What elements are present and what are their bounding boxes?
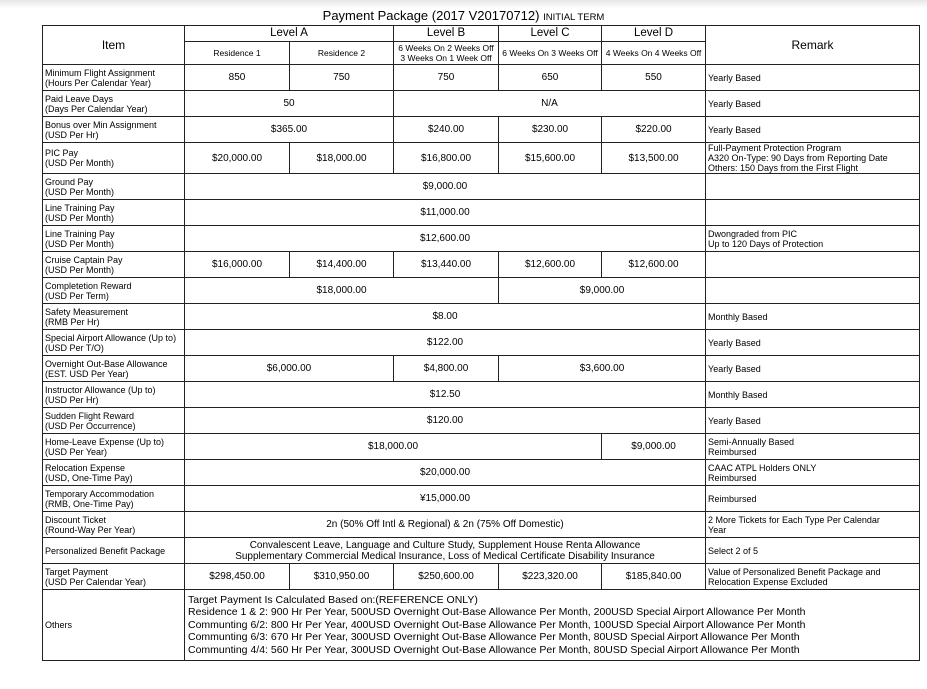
remark-cell (706, 460, 920, 486)
item-line: (EST. USD Per Year) (45, 368, 129, 379)
item-line: Sudden Flight Reward (45, 410, 135, 421)
table-row (43, 117, 920, 143)
item-line: Special Airport Allowance (Up to) (45, 332, 177, 343)
remark-line: Semi-Annually Based (708, 436, 795, 447)
value-text: 50 (283, 98, 295, 109)
value-cell (185, 117, 394, 143)
value-text: 650 (541, 72, 559, 83)
remark-cell (706, 226, 920, 252)
value-cell (185, 408, 706, 434)
top-bar (0, 0, 927, 8)
remark-cell (706, 278, 920, 304)
value-cell (290, 564, 394, 590)
value-cell (185, 564, 290, 590)
value-text: $4,800.00 (423, 363, 469, 374)
others-label: Others (43, 590, 185, 661)
row-item-label (43, 174, 185, 200)
remark-cell (706, 330, 920, 356)
item-line: Line Training Pay (45, 202, 115, 213)
item-line: PIC Pay (45, 148, 79, 158)
header-level-a: Level A (185, 26, 394, 42)
item-line: Paid Leave Days (45, 93, 114, 104)
remark-cell (706, 200, 920, 226)
table-row (43, 200, 920, 226)
value-text: 550 (645, 72, 662, 83)
row-item-label (43, 382, 185, 408)
remark-line: Select 2 of 5 (708, 545, 759, 556)
value-cell (185, 486, 706, 512)
item-line: (USD Per T/O) (45, 342, 104, 353)
row-item-label (43, 330, 185, 356)
remark-line: Reimbursed (708, 472, 757, 483)
table-row (43, 226, 920, 252)
value-text: $220.00 (635, 124, 672, 135)
value-cell (290, 65, 394, 91)
row-item-label (43, 117, 185, 143)
remark-line: 2 More Tickets for Each Type Per Calendar (708, 514, 880, 525)
value-text: $310,950.00 (313, 571, 370, 582)
header-residence-2: Residence 2 (290, 42, 394, 65)
remark-cell (706, 91, 920, 117)
item-line: Completetion Reward (45, 280, 132, 291)
item-line: (USD, One-Time Pay) (45, 472, 133, 483)
remark-line: Reimbursed (708, 493, 757, 504)
value-cell (602, 434, 706, 460)
remark-cell (706, 117, 920, 143)
value-cell (602, 143, 706, 174)
table-row (43, 382, 920, 408)
header-item: Item (43, 26, 185, 65)
others-row (43, 590, 920, 661)
row-item-label (43, 356, 185, 382)
value-cell (394, 91, 706, 117)
value-cell (185, 91, 394, 117)
value-text: $11,000.00 (420, 207, 470, 218)
value-cell (290, 252, 394, 278)
remark-cell (706, 304, 920, 330)
remark-cell (706, 408, 920, 434)
value-text: ¥15,000.00 (419, 493, 471, 504)
value-cell (602, 117, 706, 143)
value-cell (185, 252, 290, 278)
item-line: (USD Per Hr) (45, 394, 99, 405)
item-line: Relocation Expense (45, 462, 126, 473)
remark-line: Others: 150 Days from the First Flight (708, 163, 859, 173)
item-line: (USD Per Month) (45, 238, 115, 249)
item-line: Instructor Allowance (Up to) (45, 384, 156, 395)
row-item-label (43, 278, 185, 304)
item-line: Target Payment (45, 566, 109, 577)
value-cell (499, 564, 602, 590)
value-text: $230.00 (531, 124, 569, 135)
value-cell (185, 278, 499, 304)
value-text: $8.00 (432, 311, 458, 322)
item-line: Home-Leave Expense (Up to) (45, 436, 165, 447)
page-title (0, 8, 927, 23)
value-cell (185, 65, 290, 91)
row-item-label (43, 304, 185, 330)
value-cell (602, 252, 706, 278)
others-line: Communting 6/3: 670 Hr Per Year, 300USD Overnight Out-Base Allowance Per Month, 80USD Special Airport Allowance Per Month (188, 631, 800, 644)
value-cell (185, 356, 394, 382)
value-text: $365.00 (270, 124, 308, 135)
value-cell (602, 564, 706, 590)
value-text: $20,000.00 (419, 467, 471, 478)
remark-cell (706, 538, 920, 564)
value-text: $6,000.00 (266, 363, 312, 374)
header-level-d-schedule: 4 Weeks On 4 Weeks Off (602, 42, 706, 65)
item-line: Minimum Flight Assignment (45, 67, 156, 78)
remark-line: Yearly Based (708, 72, 761, 83)
row-item-label (43, 200, 185, 226)
remark-cell (706, 564, 920, 590)
value-cell (290, 143, 394, 174)
remark-cell (706, 434, 920, 460)
value-text: $9,000.00 (579, 285, 625, 296)
item-line: Ground Pay (45, 176, 94, 187)
table-row (43, 278, 920, 304)
value-cell (185, 143, 290, 174)
header-remark: Remark (706, 26, 920, 65)
value-text: N/A (541, 98, 558, 109)
table-row (43, 486, 920, 512)
others-line: Communting 4/4: 560 Hr Per Year, 300USD Overnight Out-Base Allowance Per Month, 80USD Special Airport Allowance Per Month (188, 643, 800, 656)
value-text: Convalescent Leave, Language and Culture Study, Supplement House Renta Allowance (249, 539, 641, 551)
table-row (43, 143, 920, 174)
value-cell (394, 252, 499, 278)
value-cell (394, 65, 499, 91)
others-line: Target Payment Is Calculated Based on:(REFERENCE ONLY) (188, 593, 478, 606)
value-text: $12,600.00 (524, 259, 576, 270)
value-cell (185, 226, 706, 252)
remark-line: Monthly Based (708, 389, 768, 400)
item-line: Discount Ticket (45, 514, 107, 525)
table-row (43, 330, 920, 356)
remark-line: Yearly Based (708, 124, 761, 135)
header-level-d: Level D (602, 26, 706, 42)
item-line: Cruise Captain Pay (45, 254, 123, 265)
table-row (43, 65, 920, 91)
schedule-line: 3 Weeks On 1 Week Off (400, 53, 492, 63)
value-text: $15,600.00 (524, 152, 576, 164)
item-line: (USD Per Month) (45, 186, 115, 197)
value-text: $13,500.00 (628, 152, 679, 164)
value-text: $3,600.00 (579, 363, 625, 374)
row-item-label (43, 65, 185, 91)
item-line: (USD Per Hr) (45, 129, 99, 140)
others-text (185, 590, 920, 661)
table-row (43, 564, 920, 590)
remark-line: Yearly Based (708, 98, 761, 109)
value-cell (499, 278, 706, 304)
table-row (43, 304, 920, 330)
value-cell (185, 538, 706, 564)
remark-line: Reimbursed (708, 446, 757, 457)
row-item-label (43, 91, 185, 117)
row-item-label (43, 252, 185, 278)
item-line: (Days Per Calendar Year) (45, 103, 148, 114)
remark-line: Yearly Based (708, 415, 761, 426)
payment-table (42, 25, 920, 661)
others-line: Residence 1 & 2: 900 Hr Per Year, 500USD Overnight Out-Base Allowance Per Month, 200USD Special Airport Allowance Per Month (188, 606, 806, 619)
item-line: (USD Per Month) (45, 212, 115, 223)
row-item-label (43, 564, 185, 590)
item-line: Line Training Pay (45, 228, 115, 239)
table-row (43, 538, 920, 564)
table-row (43, 408, 920, 434)
remark-cell (706, 174, 920, 200)
value-cell (499, 117, 602, 143)
remark-cell (706, 356, 920, 382)
item-line: (USD Per Year) (45, 446, 108, 457)
remark-cell (706, 382, 920, 408)
value-cell (394, 143, 499, 174)
header-level-b-schedule (394, 42, 499, 65)
row-item-label (43, 434, 185, 460)
value-text: $20,000.00 (211, 152, 263, 164)
value-text: $9,000.00 (422, 181, 468, 192)
value-text: $240.00 (427, 124, 465, 135)
table-row (43, 252, 920, 278)
value-text: $14,400.00 (316, 259, 367, 270)
header-level-c: Level C (499, 26, 602, 42)
remark-cell (706, 143, 920, 174)
item-line: (USD Per Occurrence) (45, 420, 136, 431)
value-text: $250,600.00 (418, 571, 474, 582)
remark-cell (706, 252, 920, 278)
value-text: $122.00 (426, 337, 464, 348)
table-row (43, 512, 920, 538)
table-row (43, 174, 920, 200)
item-line: (USD Per Month) (45, 158, 115, 168)
remark-line: Relocation Expense Excluded (708, 576, 828, 587)
value-text: 850 (228, 72, 246, 83)
value-text: $13,440.00 (420, 259, 472, 270)
remark-line: Yearly Based (708, 337, 761, 348)
value-text: $18,000.00 (367, 441, 419, 452)
header-level-c-schedule: 6 Weeks On 3 Weeks Off (499, 42, 602, 65)
remark-line: CAAC ATPL Holders ONLY (708, 462, 817, 473)
value-text: $16,000.00 (211, 259, 263, 270)
row-item-label (43, 538, 185, 564)
remark-line: Monthly Based (708, 311, 768, 322)
value-text: $12,600.00 (419, 233, 471, 244)
value-text: $18,000.00 (316, 152, 367, 164)
value-cell (499, 143, 602, 174)
value-text: $12,600.00 (628, 259, 679, 270)
value-text: 2n (50% Off Intl & Regional) & 2n (75% Off Domestic) (326, 519, 564, 530)
title-suffix: INITIAL TERM (543, 12, 605, 23)
value-text: $120.00 (426, 415, 464, 426)
value-text: $9,000.00 (631, 441, 676, 452)
value-cell (185, 460, 706, 486)
row-item-label (43, 226, 185, 252)
value-text: $298,450.00 (209, 571, 265, 582)
table-row (43, 356, 920, 382)
remark-cell (706, 486, 920, 512)
value-cell (185, 174, 706, 200)
value-text: 750 (437, 72, 455, 83)
remark-line: Yearly Based (708, 363, 761, 374)
value-text: $16,800.00 (420, 152, 472, 164)
remark-line: A320 On-Type: 90 Days from Reporting Date (708, 153, 888, 163)
table-row (43, 460, 920, 486)
value-cell (185, 304, 706, 330)
remark-line: Dwongraded from PIC (708, 228, 798, 239)
value-cell (185, 512, 706, 538)
value-cell (394, 117, 499, 143)
header-level-b: Level B (394, 26, 499, 42)
value-text: $223,320.00 (522, 571, 578, 582)
title-main: Payment Package (2017 V20170712) (322, 8, 540, 23)
row-item-label (43, 512, 185, 538)
item-line: (USD Per Calendar Year) (45, 576, 147, 587)
remark-cell (706, 512, 920, 538)
remark-line: Value of Personalized Benefit Package and (708, 566, 881, 577)
table-row (43, 434, 920, 460)
item-line: (RMB, One-Time Pay) (45, 498, 134, 509)
item-line: (RMB Per Hr) (45, 316, 100, 327)
row-item-label (43, 460, 185, 486)
row-item-label (43, 143, 185, 174)
item-line: Personalized Benefit Package (45, 545, 166, 556)
row-item-label (43, 408, 185, 434)
remark-line: Up to 120 Days of Protection (708, 238, 824, 249)
value-cell (185, 382, 706, 408)
row-item-label (43, 486, 185, 512)
remark-line: Year (708, 524, 727, 535)
item-line: Temporary Accommodation (45, 488, 155, 499)
header-residence-1: Residence 1 (185, 42, 290, 65)
value-cell (185, 200, 706, 226)
value-text: 750 (333, 72, 350, 83)
remark-cell (706, 65, 920, 91)
value-cell (499, 65, 602, 91)
value-cell (602, 65, 706, 91)
remark-line: Full-Payment Protection Program (708, 143, 842, 153)
item-line: (Round-Way Per Year) (45, 524, 136, 535)
value-text: $18,000.00 (316, 285, 367, 296)
value-text: Supplementary Commercial Medical Insurance, Loss of Medical Certificate Disability Insurance (235, 550, 655, 562)
value-cell (185, 434, 602, 460)
value-text: $12.50 (429, 389, 461, 400)
item-line: (USD Per Month) (45, 264, 115, 275)
item-line: Safety Measurement (45, 306, 129, 317)
value-cell (499, 252, 602, 278)
table-row (43, 91, 920, 117)
others-line: Communting 6/2: 800 Hr Per Year, 400USD Overnight Out-Base Allowance Per Month, 100USD Special Airport Allowance Per Month (188, 618, 806, 631)
item-line: (Hours Per Calendar Year) (45, 77, 152, 88)
value-cell (394, 564, 499, 590)
item-line: Bonus over Min Assignment (45, 119, 157, 130)
value-text: $185,840.00 (625, 571, 682, 582)
value-cell (394, 356, 499, 382)
item-line: Overnight Out-Base Allowance (45, 358, 168, 369)
schedule-line: 6 Weeks On 2 Weeks Off (398, 43, 494, 53)
value-cell (499, 356, 706, 382)
value-cell (185, 330, 706, 356)
item-line: (USD Per Term) (45, 290, 109, 301)
